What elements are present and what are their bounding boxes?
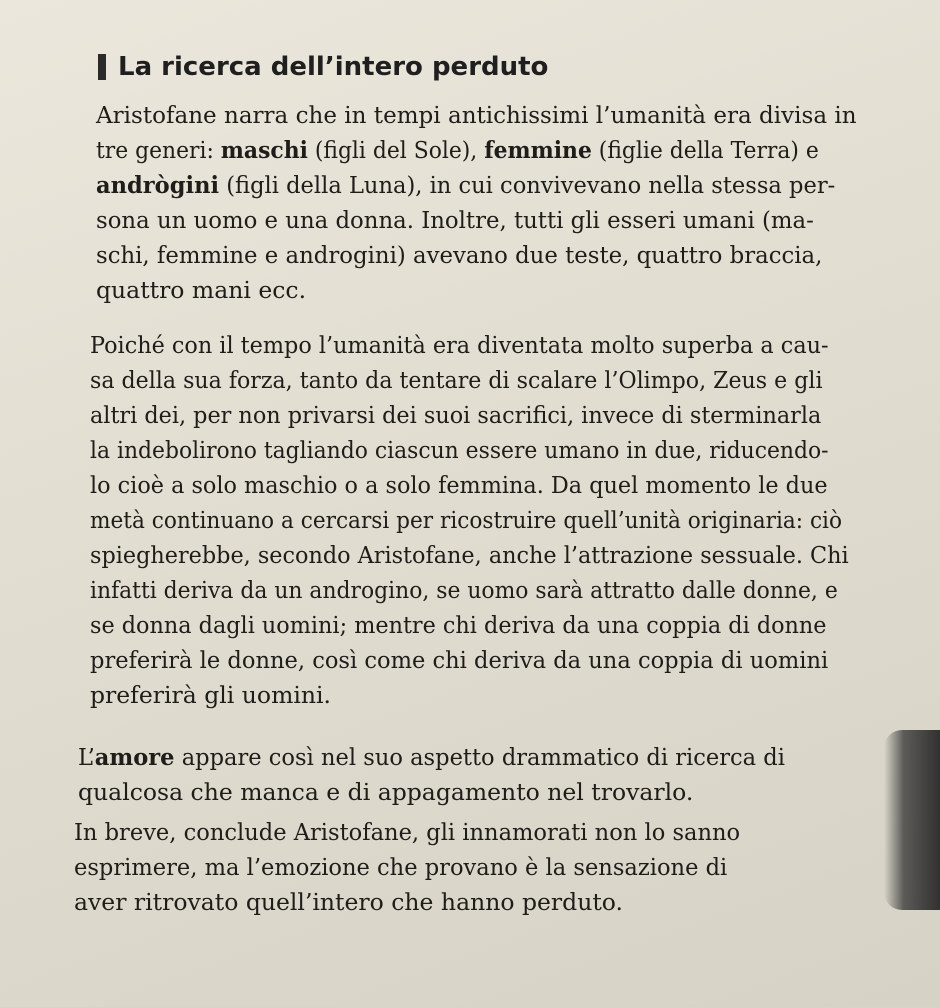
paragraph-2-line-1: Poiché con il tempo l’umanità era diventata molto superba a cau- xyxy=(90,331,829,359)
term-androgini: andrògini xyxy=(96,171,220,199)
paragraph-3 xyxy=(78,740,918,810)
paragraph-2-line-8: infatti deriva da un androgino, se uomo sarà attratto dalle donne, e xyxy=(90,576,838,604)
paragraph-1-line-4: sona un uomo e una donna. Inoltre, tutti gli esseri umani (ma- xyxy=(96,206,814,234)
paragraph-2-line-2: sa della sua forza, tanto da tentare di scalare l’Olimpo, Zeus e gli xyxy=(90,366,823,394)
paragraph-2-line-5: lo cioè a solo maschio o a solo femmina. Da quel momento le due xyxy=(90,471,828,499)
paragraph-2-line-3: altri dei, per non privarsi dei suoi sacrifici, invece di sterminarla xyxy=(90,401,822,429)
term-femmine: femmine xyxy=(484,136,592,164)
paragraph-4 xyxy=(74,815,914,920)
heading-title: La ricerca dell’intero perduto xyxy=(118,52,549,82)
term-maschi: maschi xyxy=(220,136,308,164)
paragraph-3-line-2: qualcosa che manca e di appagamento nel trovarlo. xyxy=(78,778,694,806)
paragraph-2-line-7: spiegherebbe, secondo Aristofane, anche l’attrazione sessuale. Chi xyxy=(90,541,849,569)
paragraph-2-line-6: metà continuano a cercarsi per ricostruire quell’unità originaria: ciò xyxy=(90,506,842,534)
section-heading xyxy=(98,52,548,82)
heading-marker-bar xyxy=(98,54,106,80)
paragraph-2 xyxy=(90,328,930,713)
paragraph-1-line-6: quattro mani ecc. xyxy=(96,276,307,304)
paragraph-1-line-5: schi, femmine e androgini) avevano due teste, quattro braccia, xyxy=(96,241,823,269)
paragraph-2-line-4: la indebolirono tagliando ciascun essere umano in due, riducendo- xyxy=(90,436,829,464)
paragraph-1-line-3: andrògini (figli della Luna), in cui convivevano nella stessa per- xyxy=(96,171,836,199)
term-amore: amore xyxy=(94,743,175,771)
paragraph-1-line-2: tre generi: maschi (figli del Sole), femmine (figlie della Terra) e xyxy=(96,136,819,164)
paragraph-4-line-3: aver ritrovato quell’intero che hanno perduto. xyxy=(74,888,623,916)
paragraph-4-line-2: esprimere, ma l’emozione che provano è la sensazione di xyxy=(74,853,728,881)
paragraph-1-line-1: Aristofane narra che in tempi antichissimi l’umanità era divisa in xyxy=(96,101,857,129)
paragraph-2-line-10: preferirà le donne, così come chi deriva da una coppia di uomini xyxy=(90,646,829,674)
paragraph-2-line-9: se donna dagli uomini; mentre chi deriva da una coppia di donne xyxy=(90,611,827,639)
paragraph-4-line-1: In breve, conclude Aristofane, gli innamorati non lo sanno xyxy=(74,818,741,846)
paragraph-1 xyxy=(96,98,936,308)
paragraph-2-line-11: preferirà gli uomini. xyxy=(90,681,332,709)
paragraph-3-line-1: L’amore appare così nel suo aspetto drammatico di ricerca di xyxy=(78,743,785,771)
